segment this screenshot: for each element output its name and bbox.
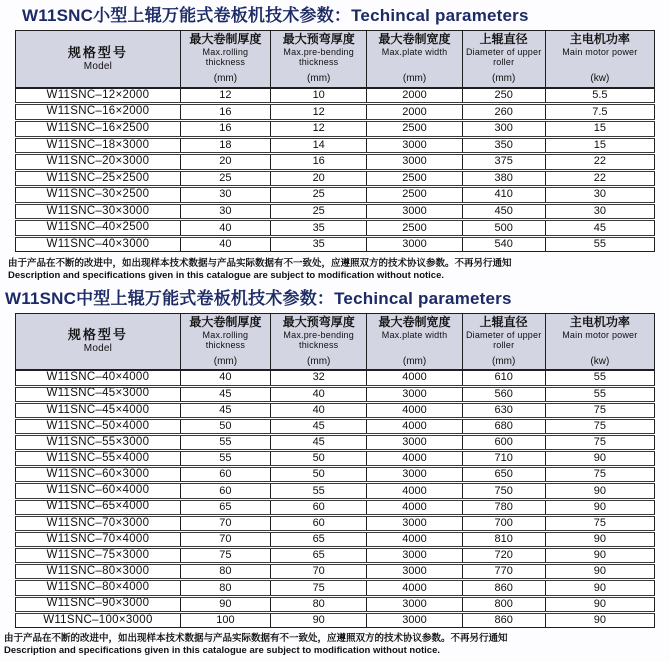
col-header-en: Max.pre-bending thickness [283,329,354,350]
value-cell: 25 [180,170,270,187]
col-header-en: Max.plate width [381,47,448,58]
value-cell: 860 [462,612,545,627]
value-cell: 30 [180,203,270,220]
model-cell: W11SNC–75×3000 [16,548,181,564]
value-cell: 70 [270,564,366,580]
value-cell: 4000 [367,499,462,515]
value-cell: 600 [462,435,545,451]
value-cell: 2500 [367,170,462,187]
value-cell: 610 [462,370,545,386]
value-cell: 4000 [367,483,462,499]
model-cell: W11SNC–80×4000 [16,580,181,596]
value-cell: 650 [462,467,545,483]
value-cell: 90 [545,483,654,499]
value-cell: 30 [180,187,270,204]
value-cell: 410 [462,187,545,204]
disclaimer-zh: 由于产品在不断的改进中，如出现样本技术数据与产品实际数据有不一致处，应遵照双方的技术协议参数。不再另行通知 [4,632,508,644]
table-row [16,120,655,137]
value-cell: 3000 [367,435,462,451]
value-cell: 100 [180,612,270,627]
model-cell: W11SNC–16×2500 [16,120,181,137]
table-row [16,236,655,252]
value-cell: 450 [462,203,545,220]
col-header-unit: (mm) [307,73,331,85]
model-cell: W11SNC–80×3000 [16,564,181,580]
value-cell: 80 [180,564,270,580]
value-cell: 500 [462,220,545,237]
value-cell: 75 [545,418,654,434]
table-medium-body [16,370,655,627]
col-header-zh: 最大卷制厚度 [189,32,262,47]
model-cell: W11SNC–70×3000 [16,515,181,531]
model-cell: W11SNC–30×3000 [16,203,181,220]
value-cell: 18 [180,137,270,154]
value-cell: 20 [270,170,366,187]
value-cell: 40 [270,386,366,402]
model-cell: W11SNC–90×3000 [16,596,181,612]
value-cell: 40 [180,220,270,237]
value-cell: 3000 [367,203,462,220]
value-cell: 65 [270,548,366,564]
value-cell: 70 [180,515,270,531]
value-cell: 630 [462,402,545,418]
value-cell: 800 [462,596,545,612]
table-row [16,402,655,418]
table-row [16,88,655,104]
value-cell: 65 [270,531,366,547]
table-row [16,220,655,237]
table-row [16,483,655,499]
col-header-prebending-thickness [270,31,366,88]
value-cell: 45 [180,402,270,418]
model-cell: W11SNC–45×4000 [16,402,181,418]
value-cell: 15 [545,137,654,154]
col-header-zh: 最大卷制宽度 [378,32,451,47]
value-cell: 40 [180,236,270,252]
value-cell: 16 [180,104,270,121]
value-cell: 710 [462,451,545,467]
value-cell: 45 [270,418,366,434]
model-cell: W11SNC–45×3000 [16,386,181,402]
model-cell: W11SNC–65×4000 [16,499,181,515]
table-row [16,580,655,596]
value-cell: 560 [462,386,545,402]
value-cell: 30 [545,187,654,204]
model-cell: W11SNC–20×3000 [16,154,181,171]
col-header-zh: 上辊直径 [479,32,528,47]
col-header-en: Max.rolling thickness [202,329,249,350]
disclaimer-note [0,252,670,281]
value-cell: 4000 [367,402,462,418]
table-row [16,170,655,187]
table-row [16,418,655,434]
value-cell: 770 [462,564,545,580]
value-cell: 3000 [367,467,462,483]
value-cell: 375 [462,154,545,171]
value-cell: 860 [462,580,545,596]
value-cell: 55 [545,386,654,402]
value-cell: 65 [180,499,270,515]
value-cell: 16 [180,120,270,137]
col-header-prebending-thickness [270,313,366,370]
table-row [16,467,655,483]
col-header-en: Diameter of upper roller [465,329,542,350]
table-row [16,435,655,451]
value-cell: 2000 [367,88,462,104]
value-cell: 260 [462,104,545,121]
header-row [16,31,655,88]
col-header-en: Max.plate width [381,329,448,340]
model-cell: W11SNC–16×2000 [16,104,181,121]
col-header-en: Main motor power [562,329,638,340]
col-header-unit: (kw) [590,73,610,85]
value-cell: 90 [545,499,654,515]
value-cell: 90 [545,451,654,467]
value-cell: 75 [545,402,654,418]
value-cell: 50 [270,467,366,483]
table-row [16,612,655,627]
model-cell: W11SNC–18×3000 [16,137,181,154]
value-cell: 90 [545,596,654,612]
col-header-model [16,31,181,88]
table-medium-title: W11SNC中型上辊万能式卷板机技术参数：Techincal parameters [5,288,512,308]
value-cell: 3000 [367,154,462,171]
value-cell: 75 [270,580,366,596]
model-cell: W11SNC–40×2500 [16,220,181,237]
value-cell: 16 [270,154,366,171]
value-cell: 75 [545,515,654,531]
disclaimer-en: Description and specifications given in this catalogue are subject to modification without notice. [4,644,441,656]
value-cell: 680 [462,418,545,434]
value-cell: 55 [180,435,270,451]
value-cell: 55 [270,483,366,499]
table-small-body [16,88,655,252]
col-header-rolling-thickness [180,31,270,88]
value-cell: 2000 [367,104,462,121]
col-header-rolling-thickness [180,313,270,370]
model-cell: W11SNC–100×3000 [43,613,153,626]
value-cell: 12 [270,120,366,137]
disclaimer-zh: 由于产品在不断的改进中，如出现样本技术数据与产品实际数据有不一致处，应遵照双方的技术协议参数。不再另行通知 [8,258,512,270]
value-cell: 700 [462,515,545,531]
col-header-unit: (mm) [492,73,516,85]
table-medium-header [16,313,655,370]
value-cell: 32 [270,370,366,386]
value-cell: 810 [462,531,545,547]
col-header-en: Model [83,343,113,355]
value-cell: 75 [180,548,270,564]
value-cell: 35 [270,220,366,237]
col-header-plate-width [367,31,462,88]
col-header-zh: 最大卷制厚度 [189,314,262,329]
value-cell: 30 [545,203,654,220]
value-cell: 45 [545,220,654,237]
value-cell: 720 [462,548,545,564]
model-cell: W11SNC–55×4000 [16,451,181,467]
value-cell: 40 [270,402,366,418]
value-cell: 3000 [367,596,462,612]
value-cell: 750 [462,483,545,499]
value-cell: 90 [545,531,654,547]
value-cell: 2500 [367,220,462,237]
value-cell: 300 [462,120,545,137]
col-header-unit: (mm) [492,355,516,367]
value-cell: 60 [270,515,366,531]
col-header-zh: 最大预弯厚度 [282,314,355,329]
value-cell: 45 [270,435,366,451]
table-small-title: W11SNC小型上辊万能式卷板机技术参数：Techincal parameters [22,6,529,25]
value-cell: 45 [180,386,270,402]
value-cell: 3000 [367,236,462,252]
value-cell: 5.5 [545,88,654,104]
value-cell: 14 [270,137,366,154]
value-cell: 75 [545,435,654,451]
value-cell: 4000 [367,580,462,596]
value-cell: 4000 [367,531,462,547]
model-cell: W11SNC–12×2000 [16,88,181,104]
col-header-unit: (mm) [213,355,238,367]
value-cell: 25 [270,203,366,220]
col-header-unit: (mm) [402,355,427,367]
model-cell: W11SNC–60×4000 [16,483,181,499]
disclaimer-note [0,628,670,656]
table-row [16,596,655,612]
value-cell: 3000 [367,515,462,531]
value-cell: 780 [462,499,545,515]
table-row [16,531,655,547]
table-row [16,386,655,402]
value-cell: 7.5 [545,104,654,121]
value-cell: 540 [462,236,545,252]
col-header-zh: 规格型号 [67,44,128,60]
table-row [16,137,655,154]
table-row [16,564,655,580]
value-cell: 90 [545,580,654,596]
table-row [16,187,655,204]
header-row [16,313,655,370]
table-small [15,30,655,252]
value-cell: 2500 [367,187,462,204]
col-header-unit: (mm) [213,73,238,85]
value-cell: 70 [180,531,270,547]
value-cell: 80 [270,596,366,612]
col-header-motor-power [545,313,654,370]
value-cell: 380 [462,170,545,187]
col-header-unit: (mm) [402,73,427,85]
value-cell: 25 [270,187,366,204]
col-header-zh: 最大卷制宽度 [378,314,451,329]
col-header-en: Diameter of upper roller [465,47,542,68]
col-header-model [16,313,181,370]
model-cell: W11SNC–30×2500 [16,187,181,204]
table-row [16,548,655,564]
table-row [16,370,655,386]
value-cell: 12 [270,104,366,121]
value-cell: 90 [270,612,366,627]
col-header-plate-width [367,313,462,370]
table-row [16,451,655,467]
value-cell: 4000 [367,370,462,386]
value-cell: 50 [180,418,270,434]
value-cell: 250 [462,88,545,104]
table-row [16,499,655,515]
table-small-header [16,31,655,88]
value-cell: 55 [545,370,654,386]
disclaimer-en: Description and specifications given in this catalogue are subject to modification without notice. [8,269,445,281]
col-header-en: Max.rolling thickness [202,47,249,68]
value-cell: 4000 [367,451,462,467]
table-row [16,154,655,171]
model-cell: W11SNC–40×4000 [16,370,181,386]
value-cell: 55 [180,451,270,467]
col-header-motor-power [545,31,654,88]
value-cell: 50 [270,451,366,467]
col-header-en: Main motor power [562,47,638,58]
value-cell: 20 [180,154,270,171]
table-row [16,515,655,531]
col-header-zh: 主电机功率 [569,32,630,47]
value-cell: 35 [270,236,366,252]
col-header-zh: 最大预弯厚度 [282,32,355,47]
model-cell: W11SNC–55×3000 [16,435,181,451]
col-header-zh: 上辊直径 [479,314,528,329]
value-cell: 22 [545,170,654,187]
col-header-roller-diameter [462,31,545,88]
value-cell: 3000 [367,386,462,402]
value-cell: 10 [270,88,366,104]
table-row [16,104,655,121]
value-cell: 90 [545,564,654,580]
col-header-en: Max.pre-bending thickness [283,47,354,68]
value-cell: 3000 [367,137,462,154]
model-cell: W11SNC–70×4000 [16,531,181,547]
col-header-zh: 主电机功率 [569,314,630,329]
value-cell: 2500 [367,120,462,137]
value-cell: 40 [180,370,270,386]
model-cell: W11SNC–60×3000 [16,467,181,483]
value-cell: 90 [545,612,654,627]
col-header-unit: (kw) [590,355,610,367]
value-cell: 60 [180,483,270,499]
value-cell: 3000 [367,548,462,564]
value-cell: 4000 [367,418,462,434]
value-cell: 90 [545,548,654,564]
col-header-en: Model [83,60,113,72]
value-cell: 15 [545,120,654,137]
value-cell: 80 [180,580,270,596]
value-cell: 3000 [367,612,462,627]
col-header-unit: (mm) [307,355,331,367]
value-cell: 75 [545,467,654,483]
model-cell: W11SNC–40×3000 [46,237,150,250]
model-cell: W11SNC–50×4000 [16,418,181,434]
value-cell: 55 [545,236,654,252]
table-row [16,203,655,220]
value-cell: 350 [462,137,545,154]
value-cell: 12 [180,88,270,104]
value-cell: 3000 [367,564,462,580]
table-medium [15,313,655,628]
value-cell: 60 [180,467,270,483]
value-cell: 22 [545,154,654,171]
col-header-zh: 规格型号 [67,327,128,343]
value-cell: 60 [270,499,366,515]
col-header-roller-diameter [462,313,545,370]
model-cell: W11SNC–25×2500 [16,170,181,187]
value-cell: 90 [180,596,270,612]
